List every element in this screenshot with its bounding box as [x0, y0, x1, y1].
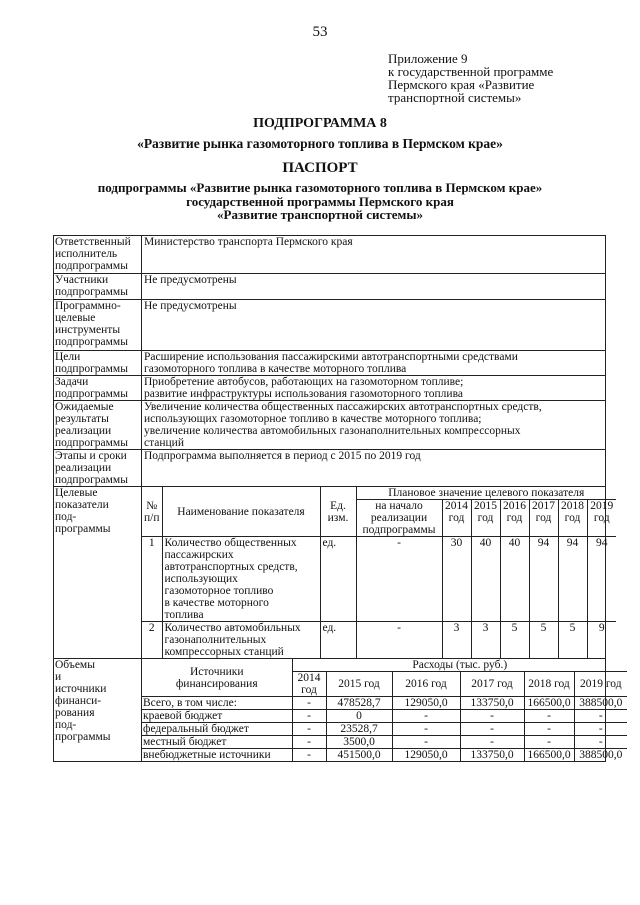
- amount: -: [292, 723, 326, 736]
- financing-row: [142, 697, 627, 710]
- year-header: 2016 год: [392, 672, 460, 697]
- indicators-cell: [142, 487, 614, 659]
- row-value: [142, 351, 606, 376]
- year-header: 2019 год: [574, 672, 627, 697]
- name-line: газонаполнительных: [164, 634, 267, 646]
- start-header: [356, 500, 442, 537]
- amount: 166500,0: [524, 697, 574, 710]
- row-label: [54, 401, 142, 450]
- name-line: компрессорных станций: [164, 646, 284, 658]
- indicator-name: [162, 537, 320, 622]
- label-line: реализации: [55, 462, 112, 474]
- year-unit: год: [301, 684, 317, 696]
- passport-row-responsible: [54, 236, 606, 274]
- indicator-value: 5: [500, 622, 529, 659]
- amount: -: [292, 710, 326, 723]
- amount: -: [524, 710, 574, 723]
- indicator-value: 5: [529, 622, 558, 659]
- amount: 388500,0: [574, 749, 627, 762]
- indicator-value: 40: [500, 537, 529, 622]
- row-label: [54, 659, 142, 762]
- year-unit: год: [477, 512, 494, 524]
- name-line: автотранспортных средств,: [164, 561, 298, 573]
- name-line: Количество автомобильных: [164, 622, 301, 634]
- label-line: Цели: [55, 351, 81, 363]
- label-line: результаты: [55, 413, 109, 425]
- label-line: Объемы: [55, 659, 95, 671]
- indicators-header-row: [142, 487, 616, 500]
- row-label: [54, 351, 142, 376]
- financing-row: [142, 723, 627, 736]
- year: 2015: [474, 500, 497, 512]
- indicator-value: 9: [587, 622, 616, 659]
- header-line: Источники: [189, 665, 244, 678]
- header-line: на начало: [375, 500, 423, 512]
- label-line: Целевые: [55, 487, 98, 499]
- amount: -: [392, 736, 460, 749]
- amount: 451500,0: [326, 749, 392, 762]
- passport-row-stages: [54, 450, 606, 487]
- label-line: подпрограммы: [55, 336, 128, 348]
- year-header: [529, 500, 558, 537]
- label-line: подпрограммы: [55, 260, 128, 272]
- label-line: показатели: [55, 499, 109, 511]
- amount: -: [574, 736, 627, 749]
- row-label: [54, 450, 142, 487]
- amount: -: [524, 736, 574, 749]
- indicator-row: [142, 622, 616, 659]
- value-line: Увеличение количества общественных пассажирских автотранспортных средств,: [144, 401, 542, 413]
- label-line: Ответственный: [55, 236, 131, 248]
- sources-header: [142, 659, 292, 697]
- expenses-header: Расходы (тыс. руб.): [292, 659, 627, 672]
- year: 2018: [561, 500, 584, 512]
- passport-row-goals: [54, 351, 606, 376]
- label-line: рования: [55, 707, 95, 719]
- passport-row-indicators: [54, 487, 606, 659]
- row-value: Подпрограмма выполняется в период с 2015 по 2019 год: [142, 450, 606, 487]
- label-line: реализации: [55, 425, 112, 437]
- source-name: федеральный бюджет: [142, 723, 292, 736]
- label-line: под-: [55, 719, 77, 731]
- label-line: подпрограммы: [55, 363, 128, 375]
- name-line: пассажирских: [164, 549, 234, 561]
- passport-title-line: «Развитие транспортной системы»: [217, 207, 423, 222]
- passport-title-line: подпрограммы «Развитие рынка газомоторного топлива в Пермском крае»: [97, 180, 543, 195]
- indicator-value: 30: [442, 537, 471, 622]
- year-unit: год: [593, 512, 610, 524]
- header-line: подпрограммы: [362, 524, 436, 536]
- num-header: [142, 487, 162, 537]
- source-name: краевой бюджет: [142, 710, 292, 723]
- amount: -: [460, 736, 524, 749]
- amount: 478528,7: [326, 697, 392, 710]
- name-line: топлива: [164, 609, 204, 621]
- amount: -: [574, 723, 627, 736]
- year-unit: год: [506, 512, 523, 524]
- indicator-value: 94: [558, 537, 587, 622]
- label-line: подпрограммы: [55, 437, 128, 449]
- row-value: Министерство транспорта Пермского края: [142, 236, 606, 274]
- amount: -: [460, 710, 524, 723]
- header-line: Ед.: [330, 499, 346, 512]
- amount: -: [460, 723, 524, 736]
- amount: -: [292, 736, 326, 749]
- label-line: подпрограммы: [55, 474, 128, 486]
- amount: 129050,0: [392, 749, 460, 762]
- year-header: [500, 500, 529, 537]
- source-name: внебюджетные источники: [142, 749, 292, 762]
- indicator-unit: ед.: [320, 622, 356, 659]
- indicator-row: [142, 537, 616, 622]
- row-label: [54, 376, 142, 401]
- year-header: [587, 500, 616, 537]
- label-line: Задачи: [55, 376, 89, 388]
- year-header: [292, 672, 326, 697]
- label-line: финанси-: [55, 695, 102, 707]
- indicator-start: -: [356, 622, 442, 659]
- financing-row: [142, 710, 627, 723]
- financing-row: [142, 736, 627, 749]
- indicator-name: [162, 622, 320, 659]
- passport-row-tasks: [54, 376, 606, 401]
- indicator-num: 2: [142, 622, 162, 659]
- amount: -: [292, 749, 326, 762]
- passport-heading: ПАСПОРТ: [282, 160, 358, 176]
- amount: -: [524, 723, 574, 736]
- indicators-table: [142, 487, 616, 658]
- value-line: развитие инфраструктуры использования газомоторного топлива: [144, 388, 463, 400]
- appendix-line: Пермского края «Развитие: [388, 77, 535, 92]
- passport-title-line: государственной программы Пермского края: [186, 194, 454, 209]
- label-line: программы: [55, 731, 111, 743]
- label-line: инструменты: [55, 324, 121, 336]
- label-line: Программно-: [55, 300, 121, 312]
- amount: 133750,0: [460, 697, 524, 710]
- year: 2014: [297, 672, 321, 684]
- value-line: Расширение использования пассажирскими автотранспортными средствами: [144, 351, 518, 363]
- name-line: Количество общественных: [164, 537, 297, 549]
- year-unit: год: [564, 512, 581, 524]
- financing-row: [142, 749, 627, 762]
- indicator-value: 94: [587, 537, 616, 622]
- name-line: газомоторное топливо: [164, 585, 274, 597]
- source-name: Всего, в том числе:: [142, 697, 292, 710]
- header-line: №: [146, 499, 158, 512]
- amount: 3500,0: [326, 736, 392, 749]
- year-unit: год: [535, 512, 552, 524]
- indicator-value: 3: [442, 622, 471, 659]
- label-line: программы: [55, 523, 111, 535]
- indicator-num: 1: [142, 537, 162, 622]
- label-line: источники: [55, 683, 107, 695]
- appendix-line: транспортной системы»: [388, 90, 522, 105]
- indicator-value: 40: [471, 537, 500, 622]
- amount: -: [292, 697, 326, 710]
- unit-header: [320, 487, 356, 537]
- year: 2017: [532, 500, 555, 512]
- appendix-line: Приложение 9: [388, 51, 468, 66]
- row-value: [142, 401, 606, 450]
- subprogram-name: «Развитие рынка газомоторного топлива в Пермском крае»: [137, 136, 503, 151]
- label-line: подпрограммы: [55, 388, 128, 400]
- source-name: местный бюджет: [142, 736, 292, 749]
- header-line: изм.: [327, 511, 349, 524]
- amount: 129050,0: [392, 697, 460, 710]
- row-label: [54, 274, 142, 300]
- value-line: станций: [144, 437, 184, 449]
- indicator-unit: ед.: [320, 537, 356, 622]
- passport-row-expected: [54, 401, 606, 450]
- value-line: увеличение количества автомобильных газонаполнительных компрессорных: [144, 425, 521, 437]
- amount: 23528,7: [326, 723, 392, 736]
- label-line: Ожидаемые: [55, 401, 114, 413]
- label-line: целевые: [55, 312, 96, 324]
- row-value: Не предусмотрены: [142, 300, 606, 351]
- financing-header-row: [142, 659, 627, 672]
- year: 2016: [503, 500, 526, 512]
- value-line: газомоторного топлива в качестве моторного топлива: [144, 363, 407, 375]
- financing-cell: [142, 659, 623, 762]
- indicator-value: 5: [558, 622, 587, 659]
- amount: 166500,0: [524, 749, 574, 762]
- amount: 133750,0: [460, 749, 524, 762]
- indicator-value: 3: [471, 622, 500, 659]
- row-value: Не предусмотрены: [142, 274, 606, 300]
- label-line: под-: [55, 511, 77, 523]
- amount: -: [392, 723, 460, 736]
- indicator-value: 94: [529, 537, 558, 622]
- amount: -: [574, 710, 627, 723]
- name-line: использующих: [164, 573, 238, 585]
- appendix-line: к государственной программе: [388, 64, 554, 79]
- year-header: 2018 год: [524, 672, 574, 697]
- passport-row-financing: [54, 659, 606, 762]
- year-header: [442, 500, 471, 537]
- name-line: в качестве моторного: [164, 597, 269, 609]
- passport-row-participants: [54, 274, 606, 300]
- row-label: [54, 236, 142, 274]
- row-label: [54, 300, 142, 351]
- value-line: Приобретение автобусов, работающих на газомоторном топливе;: [144, 376, 464, 388]
- year-header: 2017 год: [460, 672, 524, 697]
- label-line: Этапы и сроки: [55, 450, 127, 462]
- year: 2014: [445, 500, 468, 512]
- year: 2019: [590, 500, 614, 512]
- name-header: Наименование показателя: [162, 487, 320, 537]
- subprogram-heading: ПОДПРОГРАММА 8: [253, 116, 387, 131]
- value-line: использующих газомоторное топливо в качестве моторного топлива;: [144, 413, 482, 425]
- amount: 388500,0: [574, 697, 627, 710]
- year-unit: год: [448, 512, 465, 524]
- row-value: [142, 376, 606, 401]
- label-line: подпрограммы: [55, 286, 128, 298]
- planned-header: Плановое значение целевого показателя: [356, 487, 616, 500]
- header-line: п/п: [144, 511, 160, 524]
- year-header: [471, 500, 500, 537]
- passport-row-instruments: [54, 300, 606, 351]
- page-number: 53: [312, 24, 328, 40]
- header-line: финансирования: [175, 677, 258, 690]
- header-line: реализации: [370, 512, 428, 524]
- label-line: исполнитель: [55, 248, 118, 260]
- appendix-note: [388, 52, 608, 104]
- year-header: [558, 500, 587, 537]
- financing-table: [142, 659, 627, 761]
- amount: -: [392, 710, 460, 723]
- label-line: и: [55, 671, 62, 683]
- indicator-start: -: [356, 537, 442, 622]
- amount: 0: [326, 710, 392, 723]
- label-line: Участники: [55, 274, 109, 286]
- row-label: [54, 487, 142, 659]
- year-header: 2015 год: [326, 672, 392, 697]
- passport-table: [53, 235, 623, 762]
